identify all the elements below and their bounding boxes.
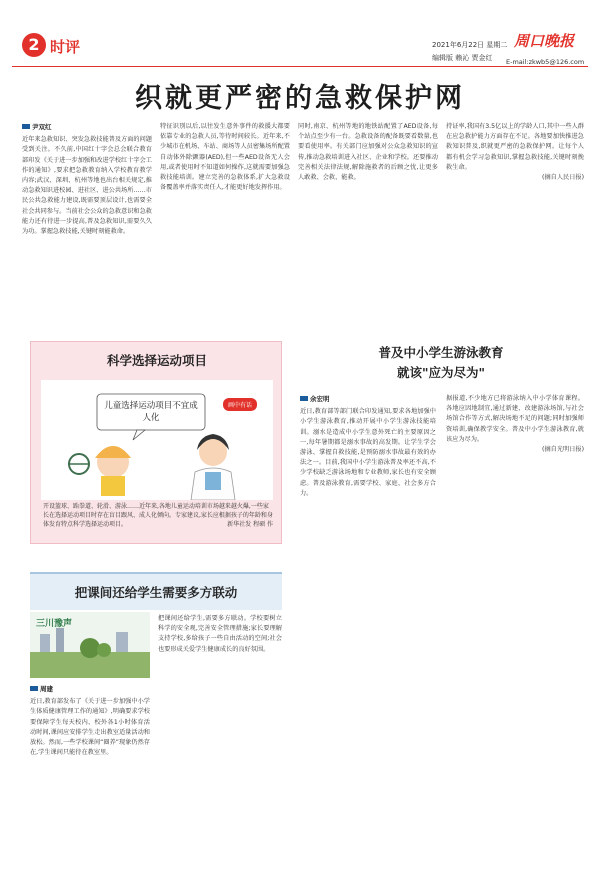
study-byline: 周建 (30, 684, 150, 694)
contact-email: E-mail:zkwb5@126.com (506, 58, 585, 66)
sports-cartoon-box (30, 341, 282, 544)
page-number-badge: 2 (22, 33, 46, 57)
sports-box-title: 科学选择运动项目 (106, 353, 207, 368)
study-col-1 (30, 684, 150, 880)
article-1-col-3: 同时,南京、杭州等地的地铁站配置了AED设备,每个站点至少有一台。急救设备的配备既要看数量,也要看使用率。有关部门应加强对公众急救知识的宣传,推动急救培训进入社区、企业和学校。还要推动完善相关法律法规,解除施救者的后顾之忧,让更多人敢救、会救、能救。 (298, 123, 438, 182)
park-photo (30, 612, 150, 678)
article-1-col-1-text: 近年来急救知识、突发急救技能普及方面的问题受到关注。不久前,中国红十字会总会联合教育部印发《关于进一步加强和改进学校红十字会工作的通知》,要求把急救教育纳入学校教育教学内容;武汉、深圳、杭州等地也出台相关规定,推动急救知识进校园、进社区、进公共场所……市民公共急救能力建设,既需要顶层设计,也需要全社会共同参与。当前社会公众的急救意识和急救能力还有待进一步提高,普及急救知识,需要久久为功。掌握急救技能,关键时刻能救命。 (22, 136, 152, 236)
article-1-source: (摘自人民日报) (542, 174, 584, 182)
cartoon-tag: 画中有话 (227, 402, 252, 409)
masthead (0, 0, 600, 72)
article-1-byline: 尹双红 (22, 122, 152, 132)
byline-marker-icon (300, 396, 308, 401)
cartoon-credit: 新华社发 程硕 作 (227, 521, 273, 528)
article-1-col-4-text: 持证率,我国有3.5亿以上的学龄人口,其中一些人群在应急救护能力方面存在不足。各地要加快推进急救知识普及,织就更严密的急救保护网。让每个人都有机会学习急救知识,掌握急救技能,关键时刻挽救生命。 (446, 123, 584, 171)
study-box-header (30, 572, 282, 610)
main-headline: 织就更严密的急救保护网 (135, 83, 465, 114)
study-box-title: 把课间还给学生需要多方联动 (74, 585, 238, 600)
speech-bubble-text: 儿童选择运动项目不宜成人化 (104, 401, 198, 423)
swim-col-1-text: 近日,教育部等部门联合印发通知,要求各地加强中小学生游泳教育,推动开展中小学生游泳技能培训。溺水是造成中小学生意外死亡的主要原因之一,每年暑期都是溺水事故的高发期。让学生学会游泳、掌握自救技能,是预防溺水事故最有效的办法之一。目前,我国中小学生游泳普及率还不高,不少学校缺乏游泳场地和专业教师,家长也有安全顾虑。普及游泳教育,需要学校、家庭、社会多方合力。 (300, 408, 436, 497)
section-name: 时评 (50, 38, 81, 56)
swim-article-title (296, 343, 586, 383)
issue-date: 2021年6月22日 星期二 (432, 41, 508, 49)
swim-col-1 (300, 394, 436, 880)
cartoon-illustration (41, 380, 273, 500)
article-1-col-4 (446, 122, 584, 332)
swim-col-2-text: 据报道,不少地方已将游泳纳入中小学体育课程。各地应因地制宜,通过新建、改建游泳场馆,与社会场馆合作等方式,解决场地不足的问题;同时加强师资培训,确保教学安全。普及中小学生游泳教育,就该应为尽为。 (446, 395, 584, 443)
swim-title-line-1: 普及中小学生游泳教育 (378, 345, 504, 360)
issue-meta (432, 40, 507, 63)
byline-marker-icon (22, 124, 30, 129)
photo-label: 三川豫声 (36, 619, 73, 629)
swim-col-2 (446, 394, 584, 880)
caption-text: 开设篮球、跆拳道、轮滑、游泳……近年来,各地儿童运动培训市场越来越火爆,一些家长在选择运动项目时存在盲目跟风、成人化倾向。专家建议,家长应根据孩子的年龄和身体发育特点科学选择运动项目。 (43, 503, 273, 528)
swim-byline: 余宏明 (300, 394, 436, 404)
swim-title-line-2: 就该"应为尽为" (396, 365, 486, 380)
study-col-1-text: 近日,教育部发布了《关于进一步加强中小学生体质健康管理工作的通知》,明确要求学校要保障学生每天校内、校外各1小时体育活动时间,课间应安排学生走出教室适量活动和放松。然而,一些学校课间“圈养”现象仍然存在,学生课间只能待在教室里。 (30, 698, 150, 757)
article-1-col-1 (22, 122, 152, 332)
byline-marker-icon (30, 686, 38, 691)
cartoon-caption (43, 502, 273, 529)
editors: 编辑版 赖沁 贾金红 (432, 54, 493, 62)
swim-source: (摘自光明日报) (542, 446, 584, 454)
article-1-col-2: 特征识别以后,以往发生意外事件的救援大都要依靠专业的急救人员,等待时间较长。近年来,不少城市在机场、车站、商场等人员密集场所配置自动体外除颤器(AED),但一些AED设备无人会用,或者使用时不知道如何操作,这就需要加强急救技能培训。建立完善的急救体系,扩大急救设备覆盖率并落实责任人,才能更好地发挥作用。 (160, 123, 290, 192)
study-col-2: 把课间还给学生,需要多方联动。学校要树立科学的安全观,完善安全管理措施;家长要理解支持学校,多给孩子一些自由活动的空间;社会也要形成关爱学生健康成长的良好氛围。 (158, 615, 282, 653)
newspaper-logo: 周口晚报 (514, 32, 575, 50)
header-rule (12, 66, 588, 67)
cartoon-svg (41, 380, 273, 500)
